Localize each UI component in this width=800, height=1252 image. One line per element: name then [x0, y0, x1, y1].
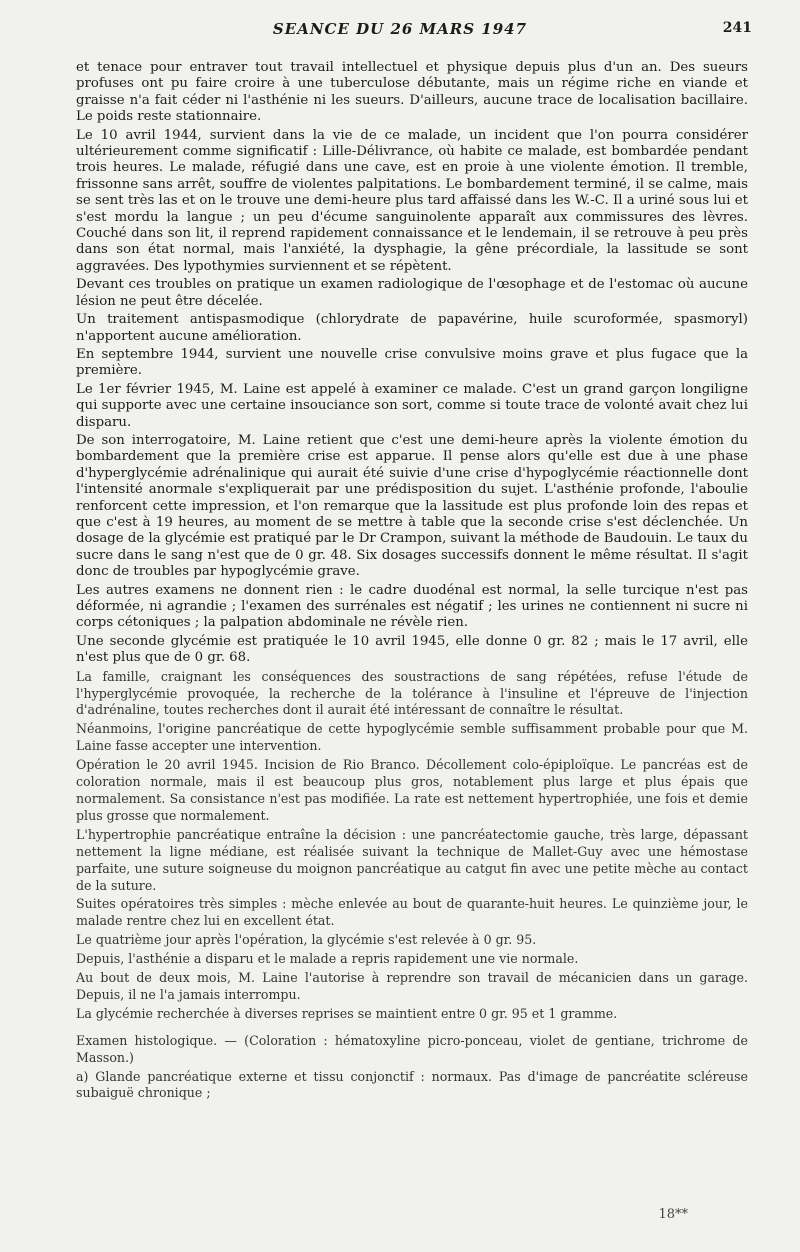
running-header [0, 16, 800, 42]
histology-heading: Examen histologique. — (Coloration : hématoxyline picro-ponceau, violet de gentiane, trichrome de Masson.) [76, 1032, 748, 1065]
paragraph: Au bout de deux mois, M. Laine l'autorise à reprendre son travail de mécanicien dans un garage. Depuis, il ne l'a jamais interrompu. [76, 970, 748, 1002]
paragraph: Un traitement antispasmodique (chlorydrate de papavérine, huile scuroformée, spasmoryl) n'apportent aucune amélioration. [76, 312, 748, 344]
paragraph: et tenace pour entraver tout travail intellectuel et physique depuis plus d'un an. Des sueurs profuses ont pu faire croire à une tuberculose débutante, mais un régime riche en viande et graisse n'a fait céder ni l'asthénie ni les sueurs. D'ailleurs, aucune trace de localisation bacillaire. Le poids reste stationnaire. [76, 60, 748, 125]
paragraph: Néanmoins, l'origine pancréatique de cette hypoglycémie semble suffisamment probable pour que M. Laine fasse accepter une intervention. [76, 721, 748, 754]
paragraph: Le quatrième jour après l'opération, la glycémie s'est relevée à 0 gr. 95. [76, 932, 537, 948]
paragraph: L'hypertrophie pancréatique entraîne la décision : une pancréatectomie gauche, très large, dépassant nettement la ligne médiane, est réalisée suivant la technique de Mallet-Guy avec une hémostase parfaite, une suture soigneuse du moignon pancréatique au catgut fin avec une petite mèche au contact de la suture. [76, 826, 748, 893]
printer-signature: 18** [658, 1207, 688, 1222]
running-title: SEANCE DU 26 MARS 1947 [272, 20, 528, 38]
paragraph: Une seconde glycémie est pratiquée le 10 avril 1945, elle donne 0 gr. 82 ; mais le 17 avril, elle n'est plus que de 0 gr. 68. [76, 633, 748, 666]
paragraph: Le 10 avril 1944, survient dans la vie de ce malade, un incident que l'on pourra considérer ultérieurement comme significatif : Lille-Délivrance, où habite ce malade, est bombardée pendant trois heures. Le malade, réfugié dans une cave, est en proie à une violente émotion. Il tremble, frissonne sans arrêt, souffre de violentes palpitations. Le bombardement terminé, il se calme, mais se sent très las et on le trouve une demi-heure plus tard affaissé dans les W.-C. Il a uriné sous lui et s'est mordu la langue ; un peu d'écume sanguinolente apparaît aux commissures des lèvres. Couché dans son lit, il reprend rapidement connaissance et le lendemain, il se retrouve à peu près dans son état normal, mais l'anxiété, la dysphagie, la gêne précordiale, la lassitude se sont aggravées. Des lypothymies surviennent et se répètent. [76, 127, 748, 274]
paragraph: Le 1er février 1945, M. Laine est appelé à examiner ce malade. C'est un grand garçon longiligne qui supporte avec une certaine insouciance son sort, comme si toute trace de volonté avait chez lui disparu. [76, 381, 748, 430]
small-print-section [76, 669, 748, 1103]
paragraph: a) Glande pancréatique externe et tissu conjonctif : normaux. Pas d'image de pancréatite scléreuse subaiguë chronique ; [76, 1068, 748, 1101]
paragraph: De son interrogatoire, M. Laine retient que c'est une demi-heure après la violente émotion du bombardement que la première crise est apparue. Il pense alors qu'elle est due à une phase d'hyperglycémie adrénalinique qui aurait été suivie d'une crise d'hypoglycémie réactionnelle dont l'intensité anormale s'expliquerait par une prédisposition du sujet. L'asthénie profonde, l'aboulie renforcent cette impression, et l'on remarque que la lassitude est plus profonde loin des repas et que c'est à 19 heures, au moment de se mettre à table que la seconde crise s'est déclenchée. Un dosage de la glycémie est pratiqué par le Dr Crampon, suivant la méthode de Baudouin. Le taux du sucre dans le sang n'est que de 0 gr. 48. Six dosages successifs donnent le même résultat. Il s'agit donc de troubles par hypoglycémie grave. [76, 432, 748, 580]
body-text [76, 60, 748, 1104]
paragraph: Devant ces troubles on pratique un examen radiologique de l'œsophage et de l'estomac où aucune lésion ne peut être décelée. [76, 277, 748, 309]
paragraph: La famille, craignant les conséquences des soustractions de sang répétées, refuse l'étude de l'hyperglycémie provoquée, la recherche de la tolérance à l'insuline et l'épreuve de l'injection d'adrénaline, toutes recherches dont il aurait été intéressant de connaître le résultat. [76, 668, 748, 718]
paragraph: Depuis, l'asthénie a disparu et le malade a repris rapidement une vie normale. [76, 951, 579, 967]
paragraph: Suites opératoires très simples : mèche enlevée au bout de quarante-huit heures. Le quinzième jour, le malade rentre chez lui en excellent état. [76, 896, 748, 929]
paragraph: Opération le 20 avril 1945. Incision de Rio Branco. Décollement colo-épiploïque. Le pancréas est de coloration normale, mais il est beaucoup plus gros, notablement plus large et plus épais que normalement. Sa consistance n'est pas modifiée. La rate est nettement hypertrophiée, une fois et demie plus grosse que normalement. [76, 757, 748, 823]
paragraph: La glycémie recherchée à diverses reprises se maintient entre 0 gr. 95 et 1 gramme. [76, 1005, 618, 1021]
page-number: 241 [722, 20, 752, 36]
paragraph: Les autres examens ne donnent rien : le cadre duodénal est normal, la selle turcique n'est pas déformée, ni agrandie ; l'examen des surrénales est négatif ; les urines ne contiennent ni sucre ni corps cétoniques ; la palpation abdominale ne révèle rien. [76, 582, 748, 631]
paragraph: En septembre 1944, survient une nouvelle crise convulsive moins grave et plus fugace que la première. [76, 346, 748, 379]
